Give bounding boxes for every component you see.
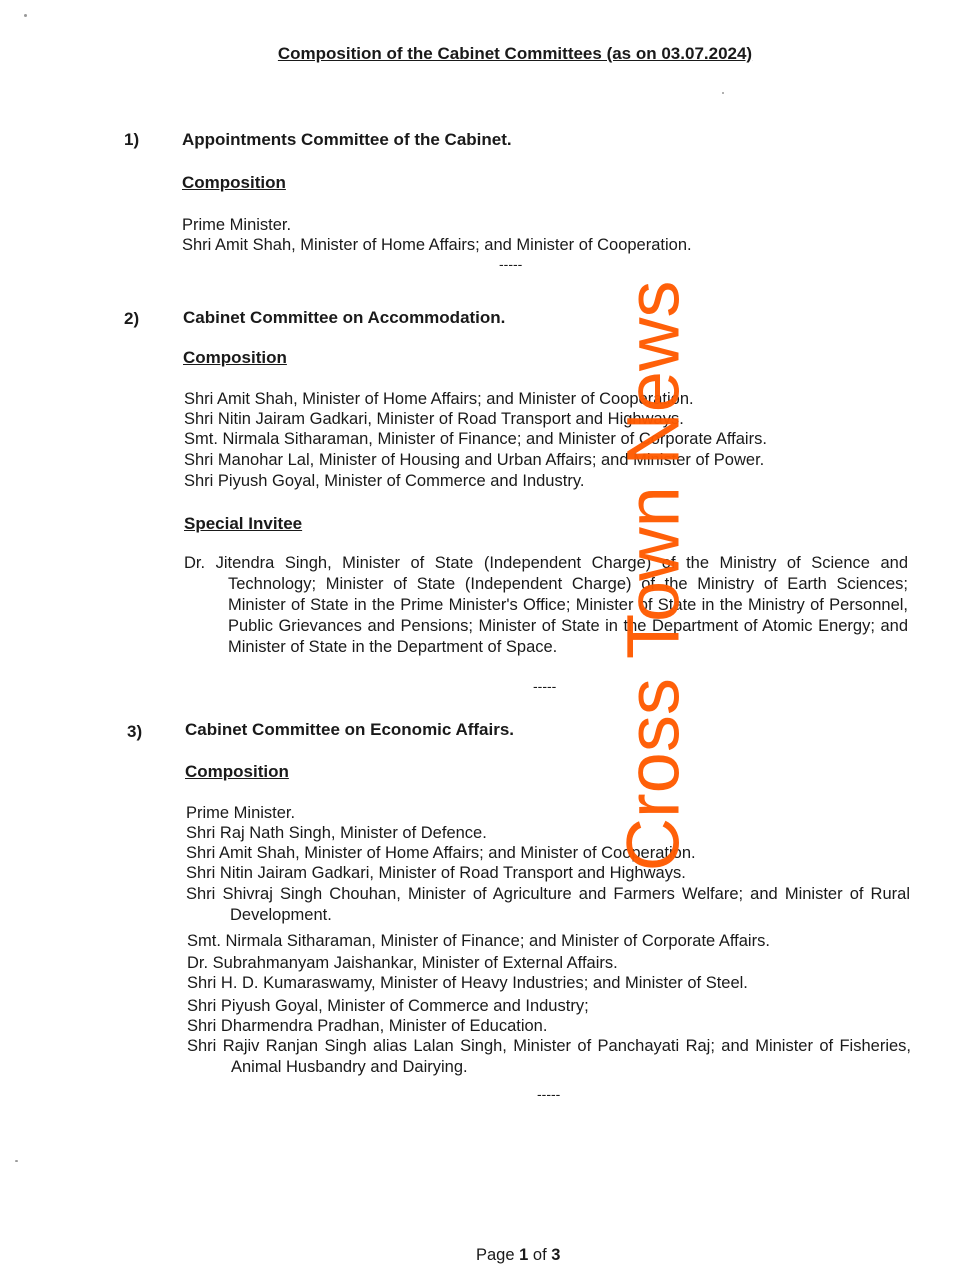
section-3-composition-heading: Composition <box>185 762 289 781</box>
section-3-member: Shri Shivraj Singh Chouhan, Minister of Agriculture and Farmers Welfare; and Minister of Rural Development. <box>186 885 910 924</box>
section-2-special-invitee-heading: Special Invitee <box>184 514 303 533</box>
scan-speck <box>722 92 724 94</box>
section-2-member: Shri Piyush Goyal, Minister of Commerce and Industry. <box>184 472 585 490</box>
section-3-member: Shri Piyush Goyal, Minister of Commerce and Industry; <box>187 997 589 1015</box>
watermark-text: Cross Town News <box>611 280 695 872</box>
document-title: Composition of the Cabinet Committees (as on 03.07.2024) <box>277 44 753 63</box>
section-2-title: Cabinet Committee on Accommodation. <box>183 308 506 327</box>
page-total: 3 <box>551 1246 561 1264</box>
scan-speck <box>24 14 27 17</box>
section-1-number: 1) <box>124 130 140 149</box>
section-3-member: Shri Raj Nath Singh, Minister of Defence. <box>186 824 487 842</box>
section-3-member: Dr. Subrahmanyam Jaishankar, Minister of External Affairs. <box>187 954 618 972</box>
scan-speck <box>15 1160 18 1162</box>
section-2-member: Shri Amit Shah, Minister of Home Affairs; and Minister of Cooperation. <box>184 390 694 408</box>
section-2-divider: ----- <box>533 678 557 694</box>
section-3-member: Smt. Nirmala Sitharaman, Minister of Finance; and Minister of Corporate Affairs. <box>187 932 770 950</box>
section-3-member: Shri Nitin Jairam Gadkari, Minister of Road Transport and Highways. <box>186 864 686 882</box>
section-1-composition-heading: Composition <box>182 173 286 192</box>
section-3-title: Cabinet Committee on Economic Affairs. <box>185 720 515 739</box>
page-of: of <box>532 1246 547 1264</box>
section-3-member: Shri Amit Shah, Minister of Home Affairs; and Minister of Cooperation. <box>186 844 696 862</box>
section-3-member: Shri H. D. Kumaraswamy, Minister of Heavy Industries; and Minister of Steel. <box>187 974 748 992</box>
page-number <box>476 1246 560 1265</box>
section-2-member: Shri Nitin Jairam Gadkari, Minister of Road Transport and Highways. <box>184 410 684 428</box>
section-1-member: Prime Minister. <box>182 216 292 234</box>
section-3-member: Shri Rajiv Ranjan Singh alias Lalan Singh, Minister of Panchayati Raj; and Minister of Fisheries, Animal Husbandry and Dairying. <box>187 1037 911 1076</box>
section-1-member: Shri Amit Shah, Minister of Home Affairs; and Minister of Cooperation. <box>182 236 692 254</box>
section-1-title: Appointments Committee of the Cabinet. <box>182 130 512 149</box>
page-label: Page <box>476 1246 515 1264</box>
section-3-number: 3) <box>127 722 143 741</box>
section-1-divider: ----- <box>499 256 523 272</box>
section-2-member: Shri Manohar Lal, Minister of Housing and Urban Affairs; and Minister of Power. <box>184 451 765 469</box>
section-3-member: Prime Minister. <box>186 804 296 822</box>
section-3-divider: ----- <box>537 1086 561 1102</box>
section-2-member: Smt. Nirmala Sitharaman, Minister of Finance; and Minister of Corporate Affairs. <box>184 430 767 448</box>
section-2-composition-heading: Composition <box>183 348 287 367</box>
section-2-number: 2) <box>124 309 140 328</box>
section-2-special-invitee: Dr. Jitendra Singh, Minister of State (Independent Charge) of the Ministry of Science and Technology; Minister of State (Independent Charge) of the Ministry of Earth Sciences; Minister of State in the Prime Minister's Office; Minister of State in the Ministry of Personnel, Public Grievances and Pensions; Minister of State in the Department of Atomic Energy; and Minister of State in the Department of Space. <box>184 554 908 656</box>
section-3-member: Shri Dharmendra Pradhan, Minister of Education. <box>187 1017 548 1035</box>
page-current: 1 <box>519 1246 529 1264</box>
